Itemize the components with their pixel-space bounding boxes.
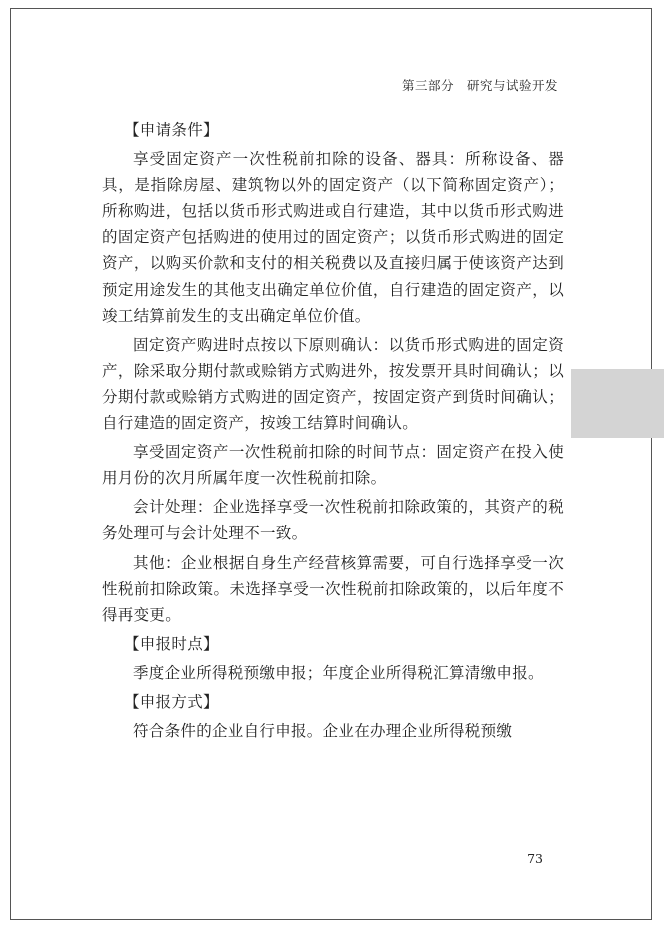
paragraph: 会计处理：企业选择享受一次性税前扣除政策的，其资产的税务处理可与会计处理不一致。 bbox=[102, 498, 564, 543]
paragraph: 季度企业所得税预缴申报；年度企业所得税汇算清缴申报。 bbox=[133, 663, 544, 682]
section-heading: 【申报时点】 bbox=[124, 634, 219, 653]
body-text bbox=[102, 117, 564, 747]
section-thumb-tab bbox=[571, 369, 664, 438]
running-header: 第三部分 研究与试验开发 bbox=[401, 78, 558, 93]
paragraph: 固定资产购进时点按以下原则确认：以货币形式购进的固定资产，除采取分期付款或赊销方式购进外，按发票开具时间确认；以分期付款或赊销方式购进的固定资产，按固定资产到货时间确认；自行建造的固定资产，按竣工结算时间确认。 bbox=[102, 335, 564, 433]
page-number: 73 bbox=[527, 851, 543, 866]
paragraph: 享受固定资产一次性税前扣除的时间节点：固定资产在投入使用月份的次月所属年度一次性税前扣除。 bbox=[102, 443, 564, 488]
paragraph: 其他：企业根据自身生产经营核算需要，可自行选择享受一次性税前扣除政策。未选择享受一次性税前扣除政策的，以后年度不得再变更。 bbox=[102, 553, 564, 624]
section-heading: 【申报方式】 bbox=[124, 692, 219, 711]
paragraph: 享受固定资产一次性税前扣除的设备、器具：所称设备、器具，是指除房屋、建筑物以外的固定资产（以下简称固定资产）；所称购进，包括以货币形式购进或自行建造，其中以货币形式购进的固定资产包括购进的使用过的固定资产；以货币形式购进的固定资产，以购买价款和支付的相关税费以及直接归属于使该资产达到预定用途发生的其他支出确定单位价值，自行建造的固定资产，以竣工结算前发生的支出确定单位价值。 bbox=[102, 150, 564, 325]
paragraph: 符合条件的企业自行申报。企业在办理企业所得税预缴 bbox=[133, 722, 513, 741]
section-heading: 【申请条件】 bbox=[124, 121, 219, 139]
